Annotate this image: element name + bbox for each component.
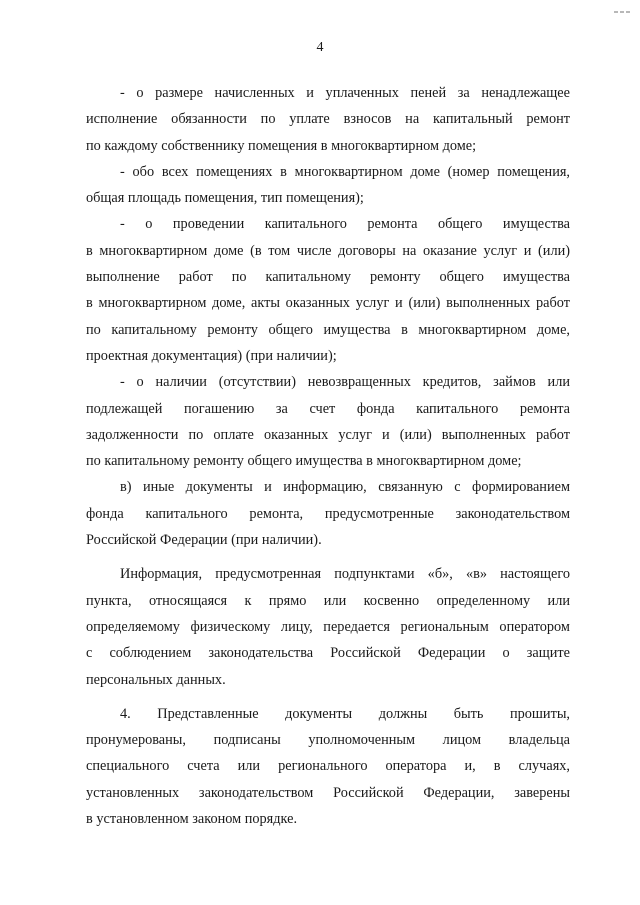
text-line: установленных законодательством Российской Федерации, заверены xyxy=(86,784,570,801)
text-line: в многоквартирном доме (в том числе договоры на оказание услуг и (или) xyxy=(86,242,570,259)
paragraph-penalties xyxy=(86,80,570,159)
page-number: 4 xyxy=(316,40,324,55)
text-line: специального счета или регионального оператора и, в случаях, xyxy=(86,758,570,775)
document-body xyxy=(86,80,570,832)
paragraph-premises xyxy=(86,159,570,212)
text-line: пронумерованы, подписаны уполномоченным лицом владельца xyxy=(86,732,570,749)
paragraph-item-4 xyxy=(86,701,570,832)
scan-corner-mark xyxy=(614,0,640,4)
text-line: выполнение работ по капитальному ремонту общего имущества xyxy=(86,269,570,286)
text-line: 4. Представленные документы должны быть прошиты, xyxy=(120,705,570,722)
text-line: исполнение обязанности по уплате взносов на капитальный ремонт xyxy=(86,111,570,128)
text-line: по каждому собственнику помещения в многоквартирном доме; xyxy=(86,137,477,154)
text-line: задолженности по оплате оказанных услуг и (или) выполненных работ xyxy=(86,426,570,443)
text-line: - о размере начисленных и уплаченных пеней за ненадлежащее xyxy=(120,85,570,101)
text-line: проектная документация) (при наличии); xyxy=(86,347,337,364)
text-line: с соблюдением законодательства Российской Федерации о защите xyxy=(86,645,570,662)
text-line: Российской Федерации (при наличии). xyxy=(86,532,322,549)
paragraph-gap xyxy=(86,693,570,701)
text-line: пункта, относящаяся к прямо или косвенно определенному или xyxy=(86,592,570,609)
text-line: подлежащей погашению за счет фонда капитального ремонта xyxy=(86,400,570,417)
paragraph-capital-repair xyxy=(86,211,570,369)
text-line: персональных данных. xyxy=(86,671,226,688)
text-line: Информация, предусмотренная подпунктами «б», «в» настоящего xyxy=(120,566,570,583)
text-line: в многоквартирном доме, акты оказанных услуг и (или) выполненных работ xyxy=(86,295,570,312)
text-line: по капитальному ремонту общего имущества в многоквартирном доме, xyxy=(86,321,570,338)
text-line: определяемому физическому лицу, передается региональным оператором xyxy=(86,618,570,635)
paragraph-personal-data xyxy=(86,561,570,692)
text-line: общая площадь помещения, тип помещения); xyxy=(86,190,364,207)
text-line: по капитальному ремонту общего имущества в многоквартирном доме; xyxy=(86,453,522,470)
paragraph-gap xyxy=(86,553,570,561)
text-line: - о проведении капитального ремонта общего имущества xyxy=(120,216,570,233)
text-line: - о наличии (отсутствии) невозвращенных кредитов, займов или xyxy=(120,374,570,391)
paragraph-other-documents xyxy=(86,474,570,553)
text-line: в установленном законом порядке. xyxy=(86,811,298,828)
text-line: фонда капитального ремонта, предусмотренные законодательством xyxy=(86,505,570,522)
text-line: в) иные документы и информацию, связанную с формированием xyxy=(120,479,570,496)
paragraph-loans xyxy=(86,369,570,474)
text-line: - обо всех помещениях в многоквартирном доме (номер помещения, xyxy=(120,163,570,180)
